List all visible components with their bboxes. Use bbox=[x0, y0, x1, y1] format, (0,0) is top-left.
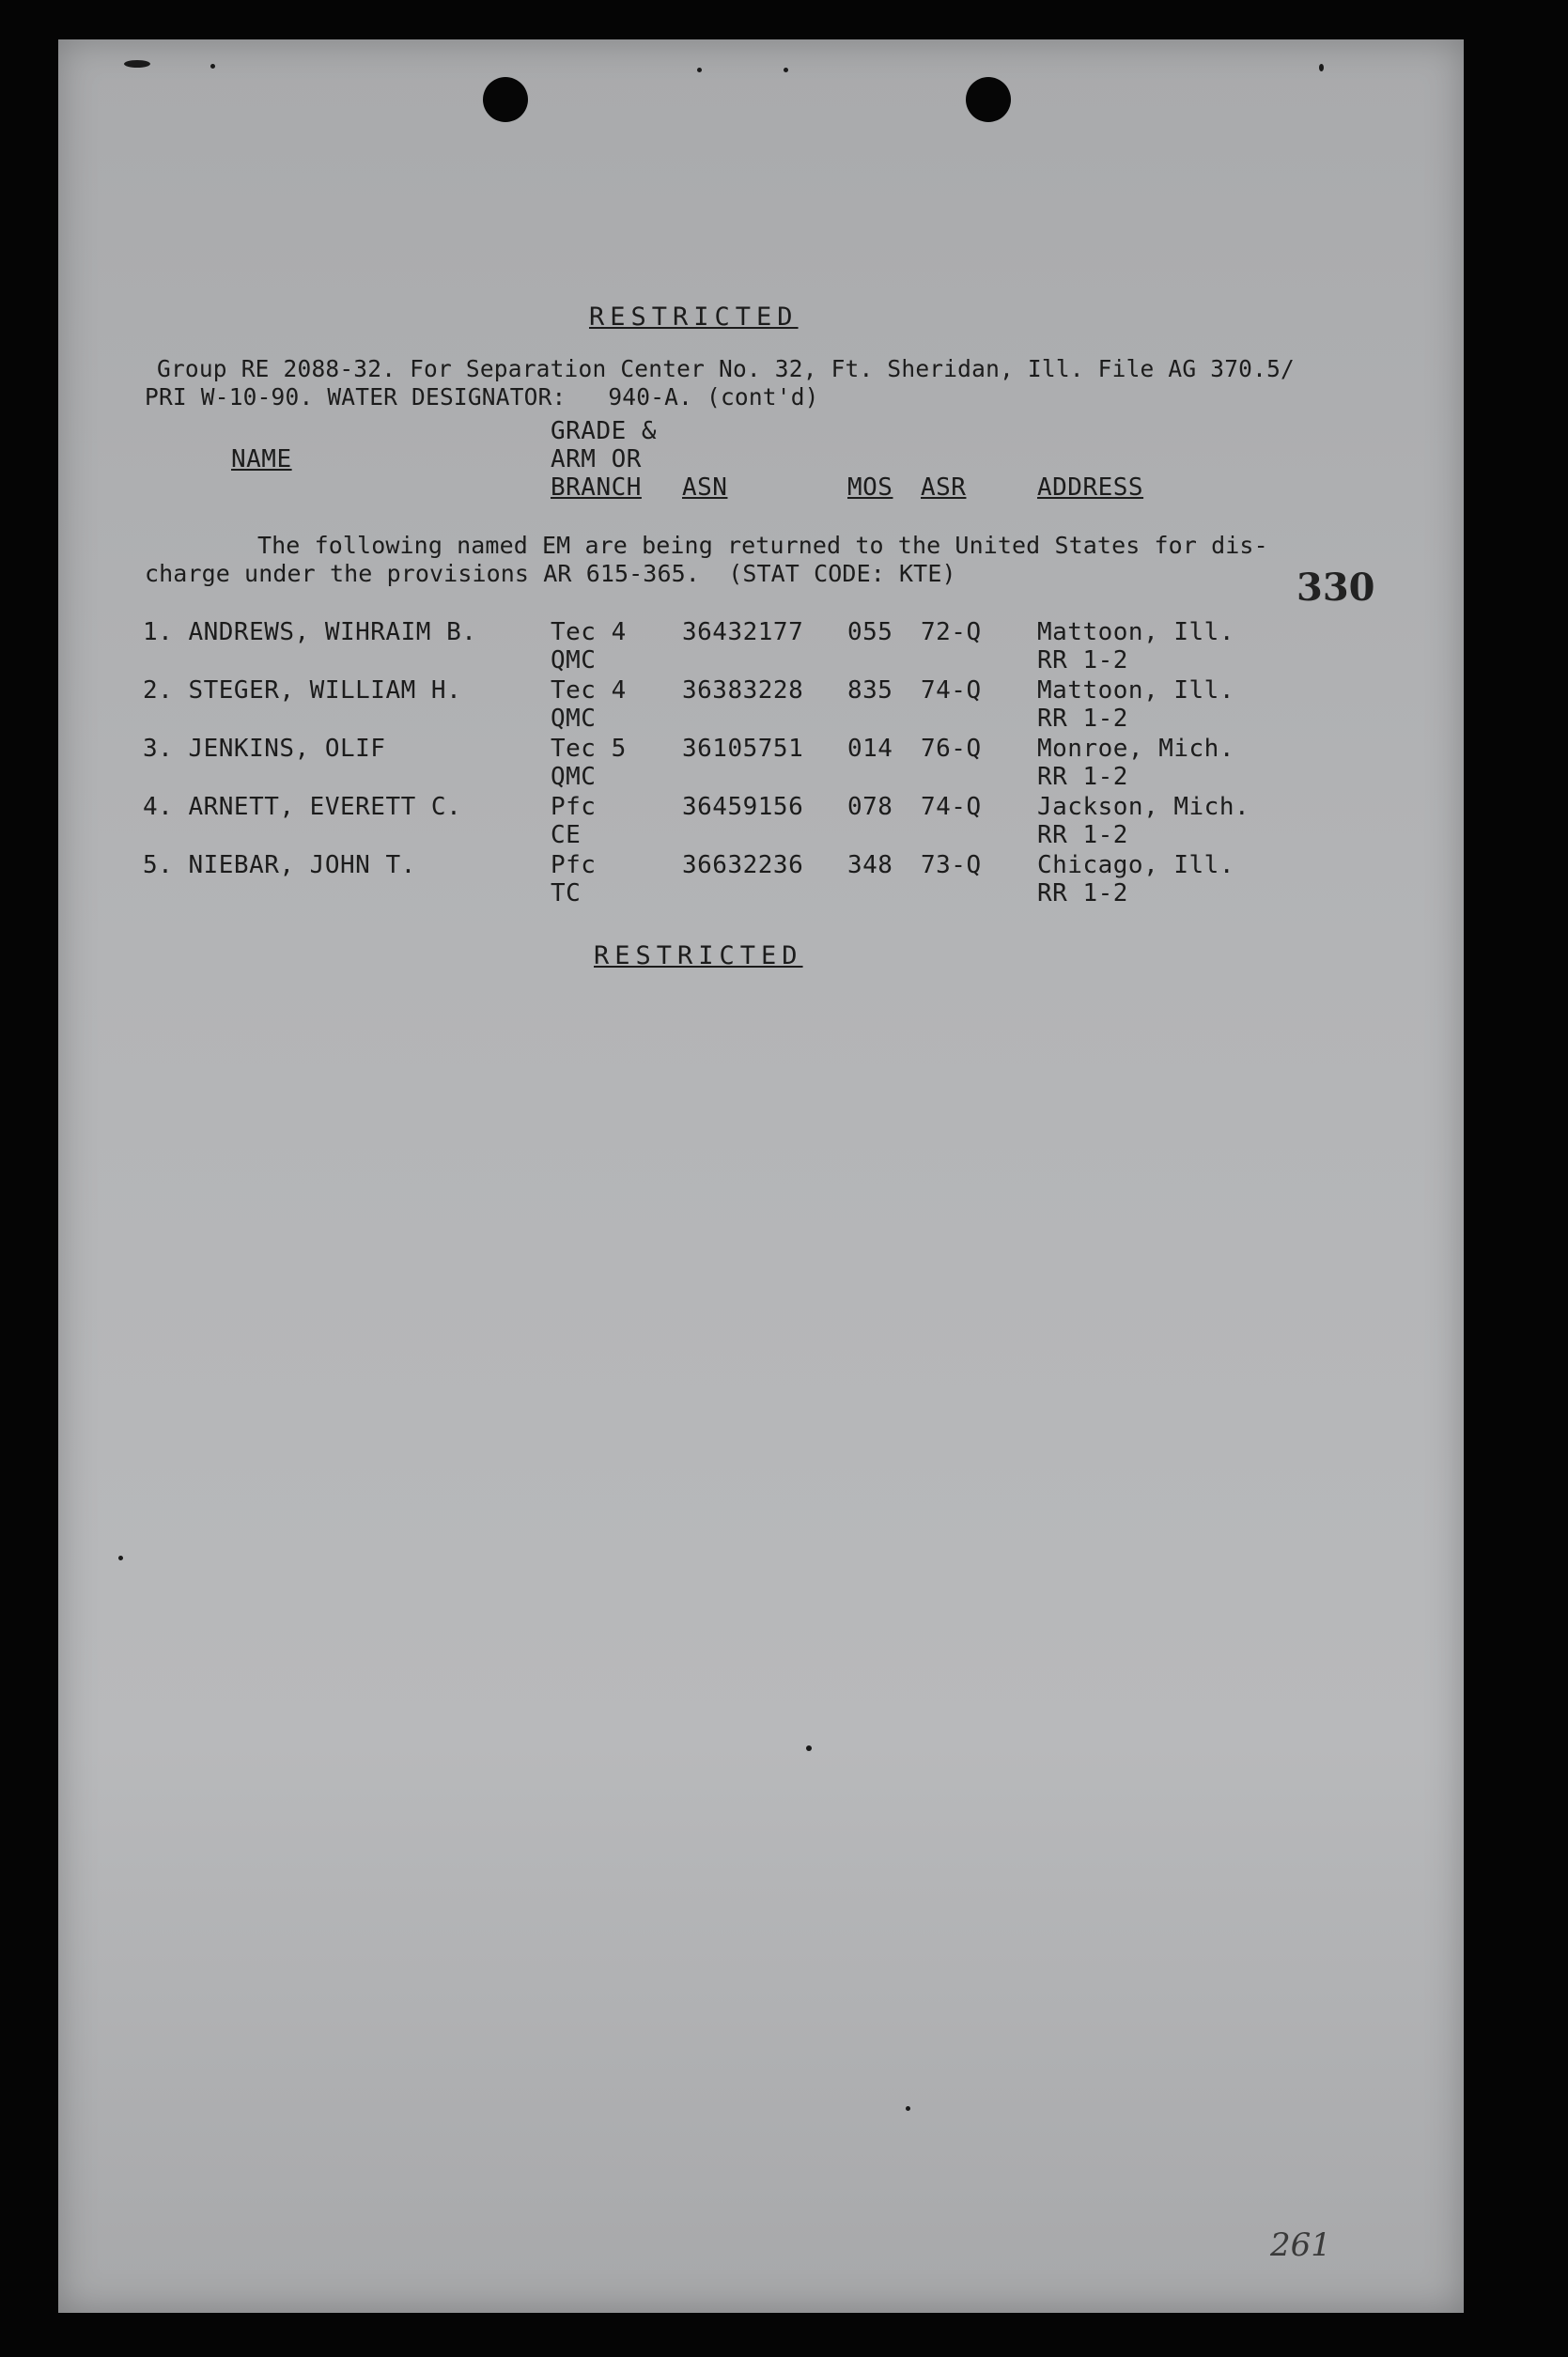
table-row bbox=[58, 737, 1464, 795]
ink-speck bbox=[906, 2106, 910, 2111]
table-row bbox=[58, 678, 1464, 737]
row-name: 4. ARNETT, EVERETT C. bbox=[143, 793, 462, 821]
intro-line-2: charge under the provisions AR 615-365. (STAT CODE: KTE) bbox=[145, 560, 956, 587]
ink-speck bbox=[210, 64, 215, 69]
ink-speck bbox=[784, 68, 788, 72]
column-asn-header: ASN bbox=[682, 473, 728, 502]
row-asr: 72-Q bbox=[921, 618, 982, 646]
row-address-line-1: Mattoon, Ill. bbox=[1037, 676, 1234, 705]
row-mos: 835 bbox=[847, 676, 893, 705]
row-name: 1. ANDREWS, WIHRAIM B. bbox=[143, 618, 477, 646]
row-asn: 36459156 bbox=[682, 793, 804, 821]
header-line-1: Group RE 2088-32. For Separation Center No. 32, Ft. Sheridan, Ill. File AG 370.5/ bbox=[157, 355, 1295, 382]
column-mos-header: MOS bbox=[847, 473, 893, 502]
punch-hole-left bbox=[483, 77, 528, 122]
row-name: 3. JENKINS, OLIF bbox=[143, 735, 386, 763]
restricted-header: RESTRICTED bbox=[589, 302, 799, 332]
row-asn: 36632236 bbox=[682, 851, 804, 879]
restricted-footer: RESTRICTED bbox=[594, 941, 803, 970]
row-asr: 74-Q bbox=[921, 793, 982, 821]
row-branch: QMC bbox=[551, 763, 597, 791]
row-address-line-2: RR 1-2 bbox=[1037, 821, 1128, 849]
row-mos: 014 bbox=[847, 735, 893, 763]
punch-hole-right bbox=[966, 77, 1011, 122]
row-grade: Pfc bbox=[551, 851, 597, 879]
row-mos: 078 bbox=[847, 793, 893, 821]
intro-line-1: The following named EM are being returned to the United States for dis- bbox=[257, 532, 1268, 559]
document-sheet bbox=[58, 39, 1464, 2313]
row-mos: 348 bbox=[847, 851, 893, 879]
row-branch: QMC bbox=[551, 646, 597, 675]
column-grade-line-3: BRANCH bbox=[551, 473, 642, 502]
row-branch: TC bbox=[551, 879, 582, 907]
row-address-line-1: Jackson, Mich. bbox=[1037, 793, 1250, 821]
header-line-2: PRI W-10-90. WATER DESIGNATOR: 940-A. (cont'd) bbox=[145, 383, 819, 411]
row-name: 2. STEGER, WILLIAM H. bbox=[143, 676, 462, 705]
row-address-line-2: RR 1-2 bbox=[1037, 763, 1128, 791]
row-address-line-2: RR 1-2 bbox=[1037, 879, 1128, 907]
column-name-header: NAME bbox=[231, 445, 292, 473]
row-address-line-1: Mattoon, Ill. bbox=[1037, 618, 1234, 646]
column-grade-line-2: ARM OR bbox=[551, 445, 642, 473]
ink-speck bbox=[118, 1556, 123, 1560]
page-number: 330 bbox=[1296, 566, 1375, 610]
table-row bbox=[58, 620, 1464, 678]
ink-speck bbox=[697, 68, 702, 72]
row-address-line-1: Monroe, Mich. bbox=[1037, 735, 1234, 763]
row-branch: QMC bbox=[551, 705, 597, 733]
row-address-line-1: Chicago, Ill. bbox=[1037, 851, 1234, 879]
row-asn: 36105751 bbox=[682, 735, 804, 763]
column-grade-line-1: GRADE & bbox=[551, 417, 658, 445]
ink-speck bbox=[124, 60, 150, 68]
row-grade: Tec 4 bbox=[551, 618, 627, 646]
row-name: 5. NIEBAR, JOHN T. bbox=[143, 851, 416, 879]
row-mos: 055 bbox=[847, 618, 893, 646]
row-grade: Pfc bbox=[551, 793, 597, 821]
row-address-line-2: RR 1-2 bbox=[1037, 646, 1128, 675]
row-grade: Tec 4 bbox=[551, 676, 627, 705]
column-address-header: ADDRESS bbox=[1037, 473, 1144, 502]
column-asr-header: ASR bbox=[921, 473, 967, 502]
ink-speck bbox=[806, 1745, 812, 1751]
ink-speck bbox=[1319, 64, 1324, 71]
row-asn: 36383228 bbox=[682, 676, 804, 705]
row-address-line-2: RR 1-2 bbox=[1037, 705, 1128, 733]
table-row bbox=[58, 795, 1464, 853]
row-branch: CE bbox=[551, 821, 582, 849]
handwritten-number: 261 bbox=[1270, 2226, 1331, 2264]
row-asr: 76-Q bbox=[921, 735, 982, 763]
row-grade: Tec 5 bbox=[551, 735, 627, 763]
row-asr: 74-Q bbox=[921, 676, 982, 705]
table-row bbox=[58, 853, 1464, 911]
row-asr: 73-Q bbox=[921, 851, 982, 879]
row-asn: 36432177 bbox=[682, 618, 804, 646]
